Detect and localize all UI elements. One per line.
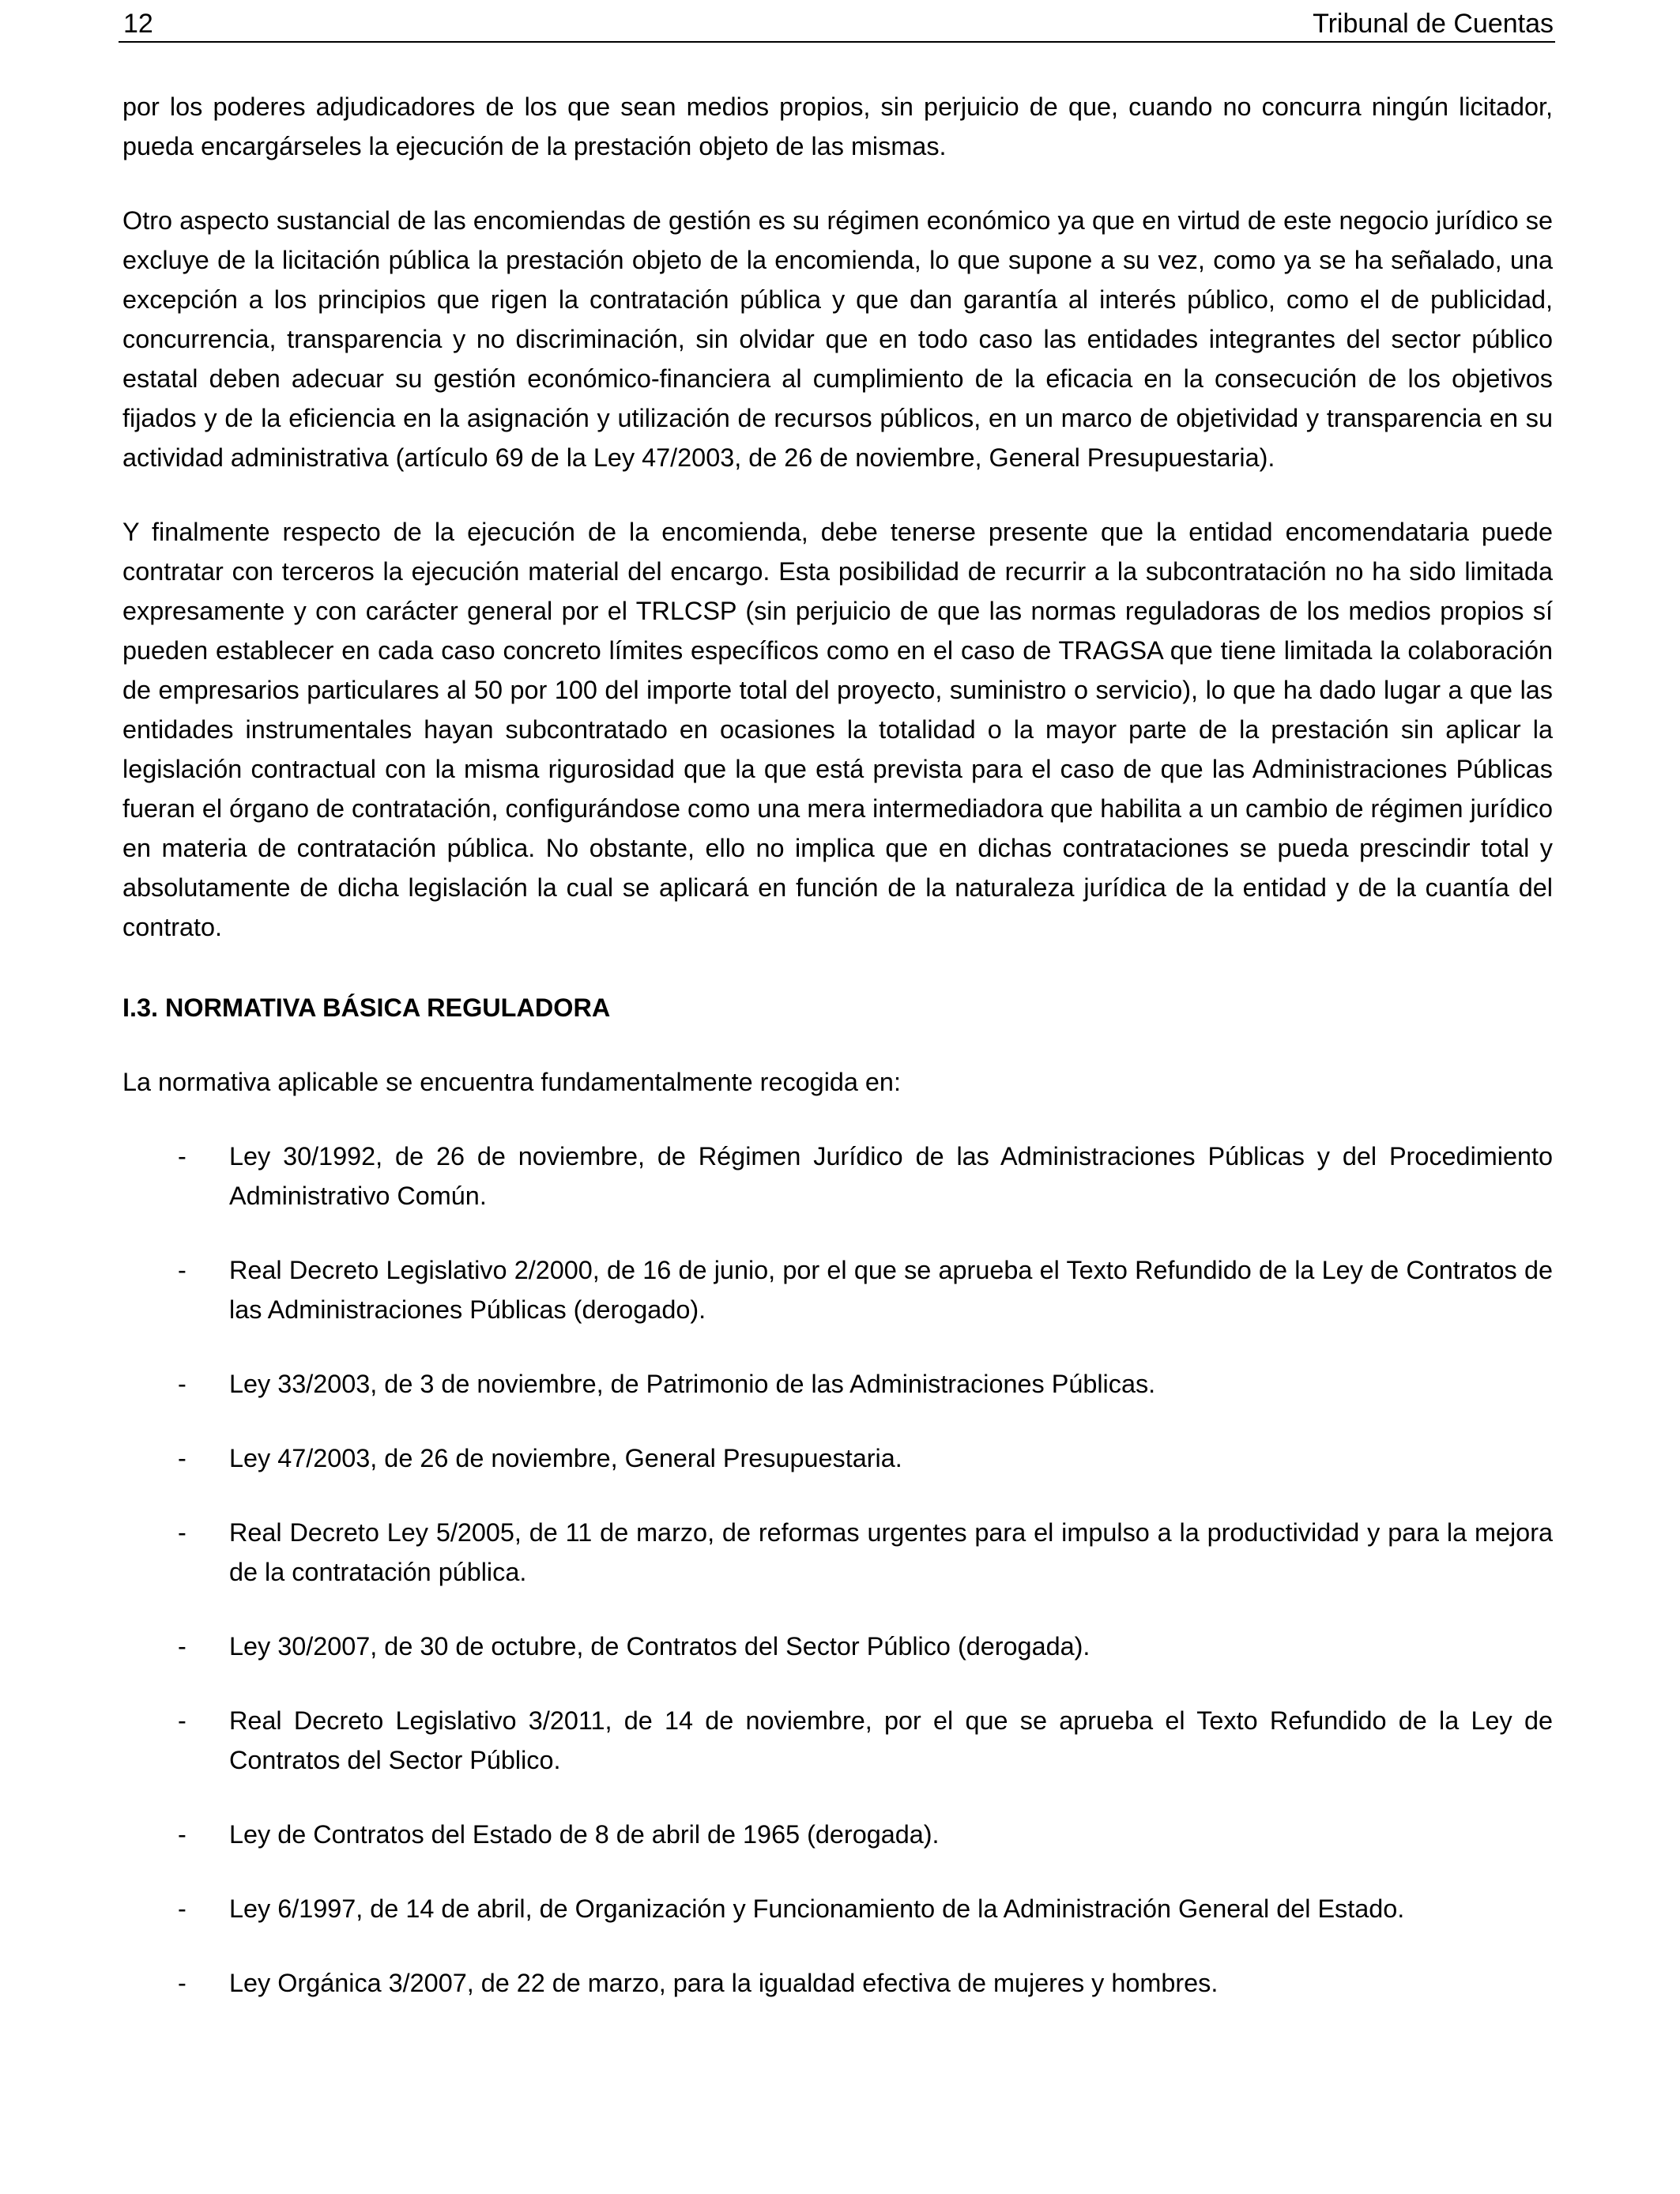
list-item-text: Ley 30/2007, de 30 de octubre, de Contratos del Sector Público (derogada). <box>229 1632 1090 1661</box>
list-item <box>122 1250 1553 1329</box>
running-title: Tribunal de Cuentas <box>1313 9 1554 39</box>
dash-bullet: - <box>178 1370 186 1398</box>
section-intro: La normativa aplicable se encuentra fundamentalmente recogida en: <box>122 1068 901 1096</box>
list-item-text: Ley 47/2003, de 26 de noviembre, General Presupuestaria. <box>229 1444 902 1472</box>
dash-bullet: - <box>178 1969 186 1997</box>
list-item <box>122 1701 1553 1780</box>
list-item-text: Ley 33/2003, de 3 de noviembre, de Patrimonio de las Administraciones Públicas. <box>229 1370 1156 1398</box>
list-item-text: Ley de Contratos del Estado de 8 de abril de 1965 (derogada). <box>229 1820 940 1849</box>
dash-bullet: - <box>178 1894 186 1923</box>
paragraph-medios-propios: por los poderes adjudicadores de los que sean medios propios, sin perjuicio de que, cuando no concurra ningún licitador, pueda encargárseles la ejecución de la prestación objeto de las mismas. <box>122 92 1553 160</box>
dash-bullet: - <box>178 1142 186 1171</box>
dash-bullet: - <box>178 1820 186 1849</box>
page-body <box>122 87 1553 2038</box>
norm-list <box>122 1137 1553 2003</box>
dash-bullet: - <box>178 1632 186 1661</box>
list-item-text: Real Decreto Legislativo 2/2000, de 16 de junio, por el que se aprueba el Texto Refundido de la Ley de Contratos de las Administraciones Públicas (derogado). <box>229 1256 1553 1324</box>
list-item-text: Ley Orgánica 3/2007, de 22 de marzo, para la igualdad efectiva de mujeres y hombres. <box>229 1969 1219 1997</box>
list-item-text: Ley 6/1997, de 14 de abril, de Organización y Funcionamiento de la Administración General del Estado. <box>229 1894 1405 1923</box>
paragraph-subcontratacion: Y finalmente respecto de la ejecución de la encomienda, debe tenerse presente que la entidad encomendataria puede contratar con terceros la ejecución material del encargo. Esta posibilidad de recurrir a la subcontratación no ha sido limitada expresamente y con carácter general por el TRLCSP (sin perjuicio de que las normas reguladoras de los medios propios sí pueden establecer en cada caso concreto límites específicos como en el caso de TRAGSA que tiene limitada la colaboración de empresarios particulares al 50 por 100 del importe total del proyecto, suministro o servicio), lo que ha dado lugar a que las entidades instrumentales hayan subcontratado en ocasiones la totalidad o la mayor parte de la prestación sin aplicar la legislación contractual con la misma rigurosidad que la que está prevista para el caso de que las Administraciones Públicas fueran el órgano de contratación, configurándose como una mera intermediadora que habilita a un cambio de régimen jurídico en materia de contratación pública. No obstante, ello no implica que en dichas contrataciones se pueda prescindir total y absolutamente de dicha legislación la cual se aplicará en función de la naturaleza jurídica de la entidad y de la cuantía del contrato. <box>122 518 1553 941</box>
list-item <box>122 1963 1553 2003</box>
list-item <box>122 1137 1553 1216</box>
list-item <box>122 1513 1553 1592</box>
paragraph-regimen-economico: Otro aspecto sustancial de las encomiendas de gestión es su régimen económico ya que en virtud de este negocio jurídico se excluye de la licitación pública la prestación objeto de la encomienda, lo que supone a su vez, como ya se ha señalado, una excepción a los principios que rigen la contratación pública y que dan garantía al interés público, como el de publicidad, concurrencia, transparencia y no discriminación, sin olvidar que en todo caso las entidades integrantes del sector público estatal deben adecuar su gestión económico-financiera al cumplimiento de la eficacia en la consecución de los objetivos fijados y de la eficiencia en la asignación y utilización de recursos públicos, en un marco de objetividad y transparencia en su actividad administrativa (artículo 69 de la Ley 47/2003, de 26 de noviembre, General Presupuestaria). <box>122 206 1553 472</box>
page-header <box>119 6 1555 43</box>
list-item-text: Ley 30/1992, de 26 de noviembre, de Régimen Jurídico de las Administraciones Públicas y del Procedimiento Administrativo Común. <box>229 1142 1553 1210</box>
list-item <box>122 1364 1553 1404</box>
list-item <box>122 1438 1553 1478</box>
dash-bullet: - <box>178 1518 186 1547</box>
list-item <box>122 1889 1553 1928</box>
section-heading: I.3. NORMATIVA BÁSICA REGULADORA <box>122 993 611 1022</box>
page-number: 12 <box>123 9 153 39</box>
dash-bullet: - <box>178 1706 186 1735</box>
list-item <box>122 1627 1553 1666</box>
list-item-text: Real Decreto Legislativo 3/2011, de 14 de noviembre, por el que se aprueba el Texto Refundido de la Ley de Contratos del Sector Público. <box>229 1706 1553 1774</box>
dash-bullet: - <box>178 1256 186 1284</box>
list-item <box>122 1815 1553 1854</box>
dash-bullet: - <box>178 1444 186 1472</box>
list-item-text: Real Decreto Ley 5/2005, de 11 de marzo, de reformas urgentes para el impulso a la productividad y para la mejora de la contratación pública. <box>229 1518 1553 1586</box>
